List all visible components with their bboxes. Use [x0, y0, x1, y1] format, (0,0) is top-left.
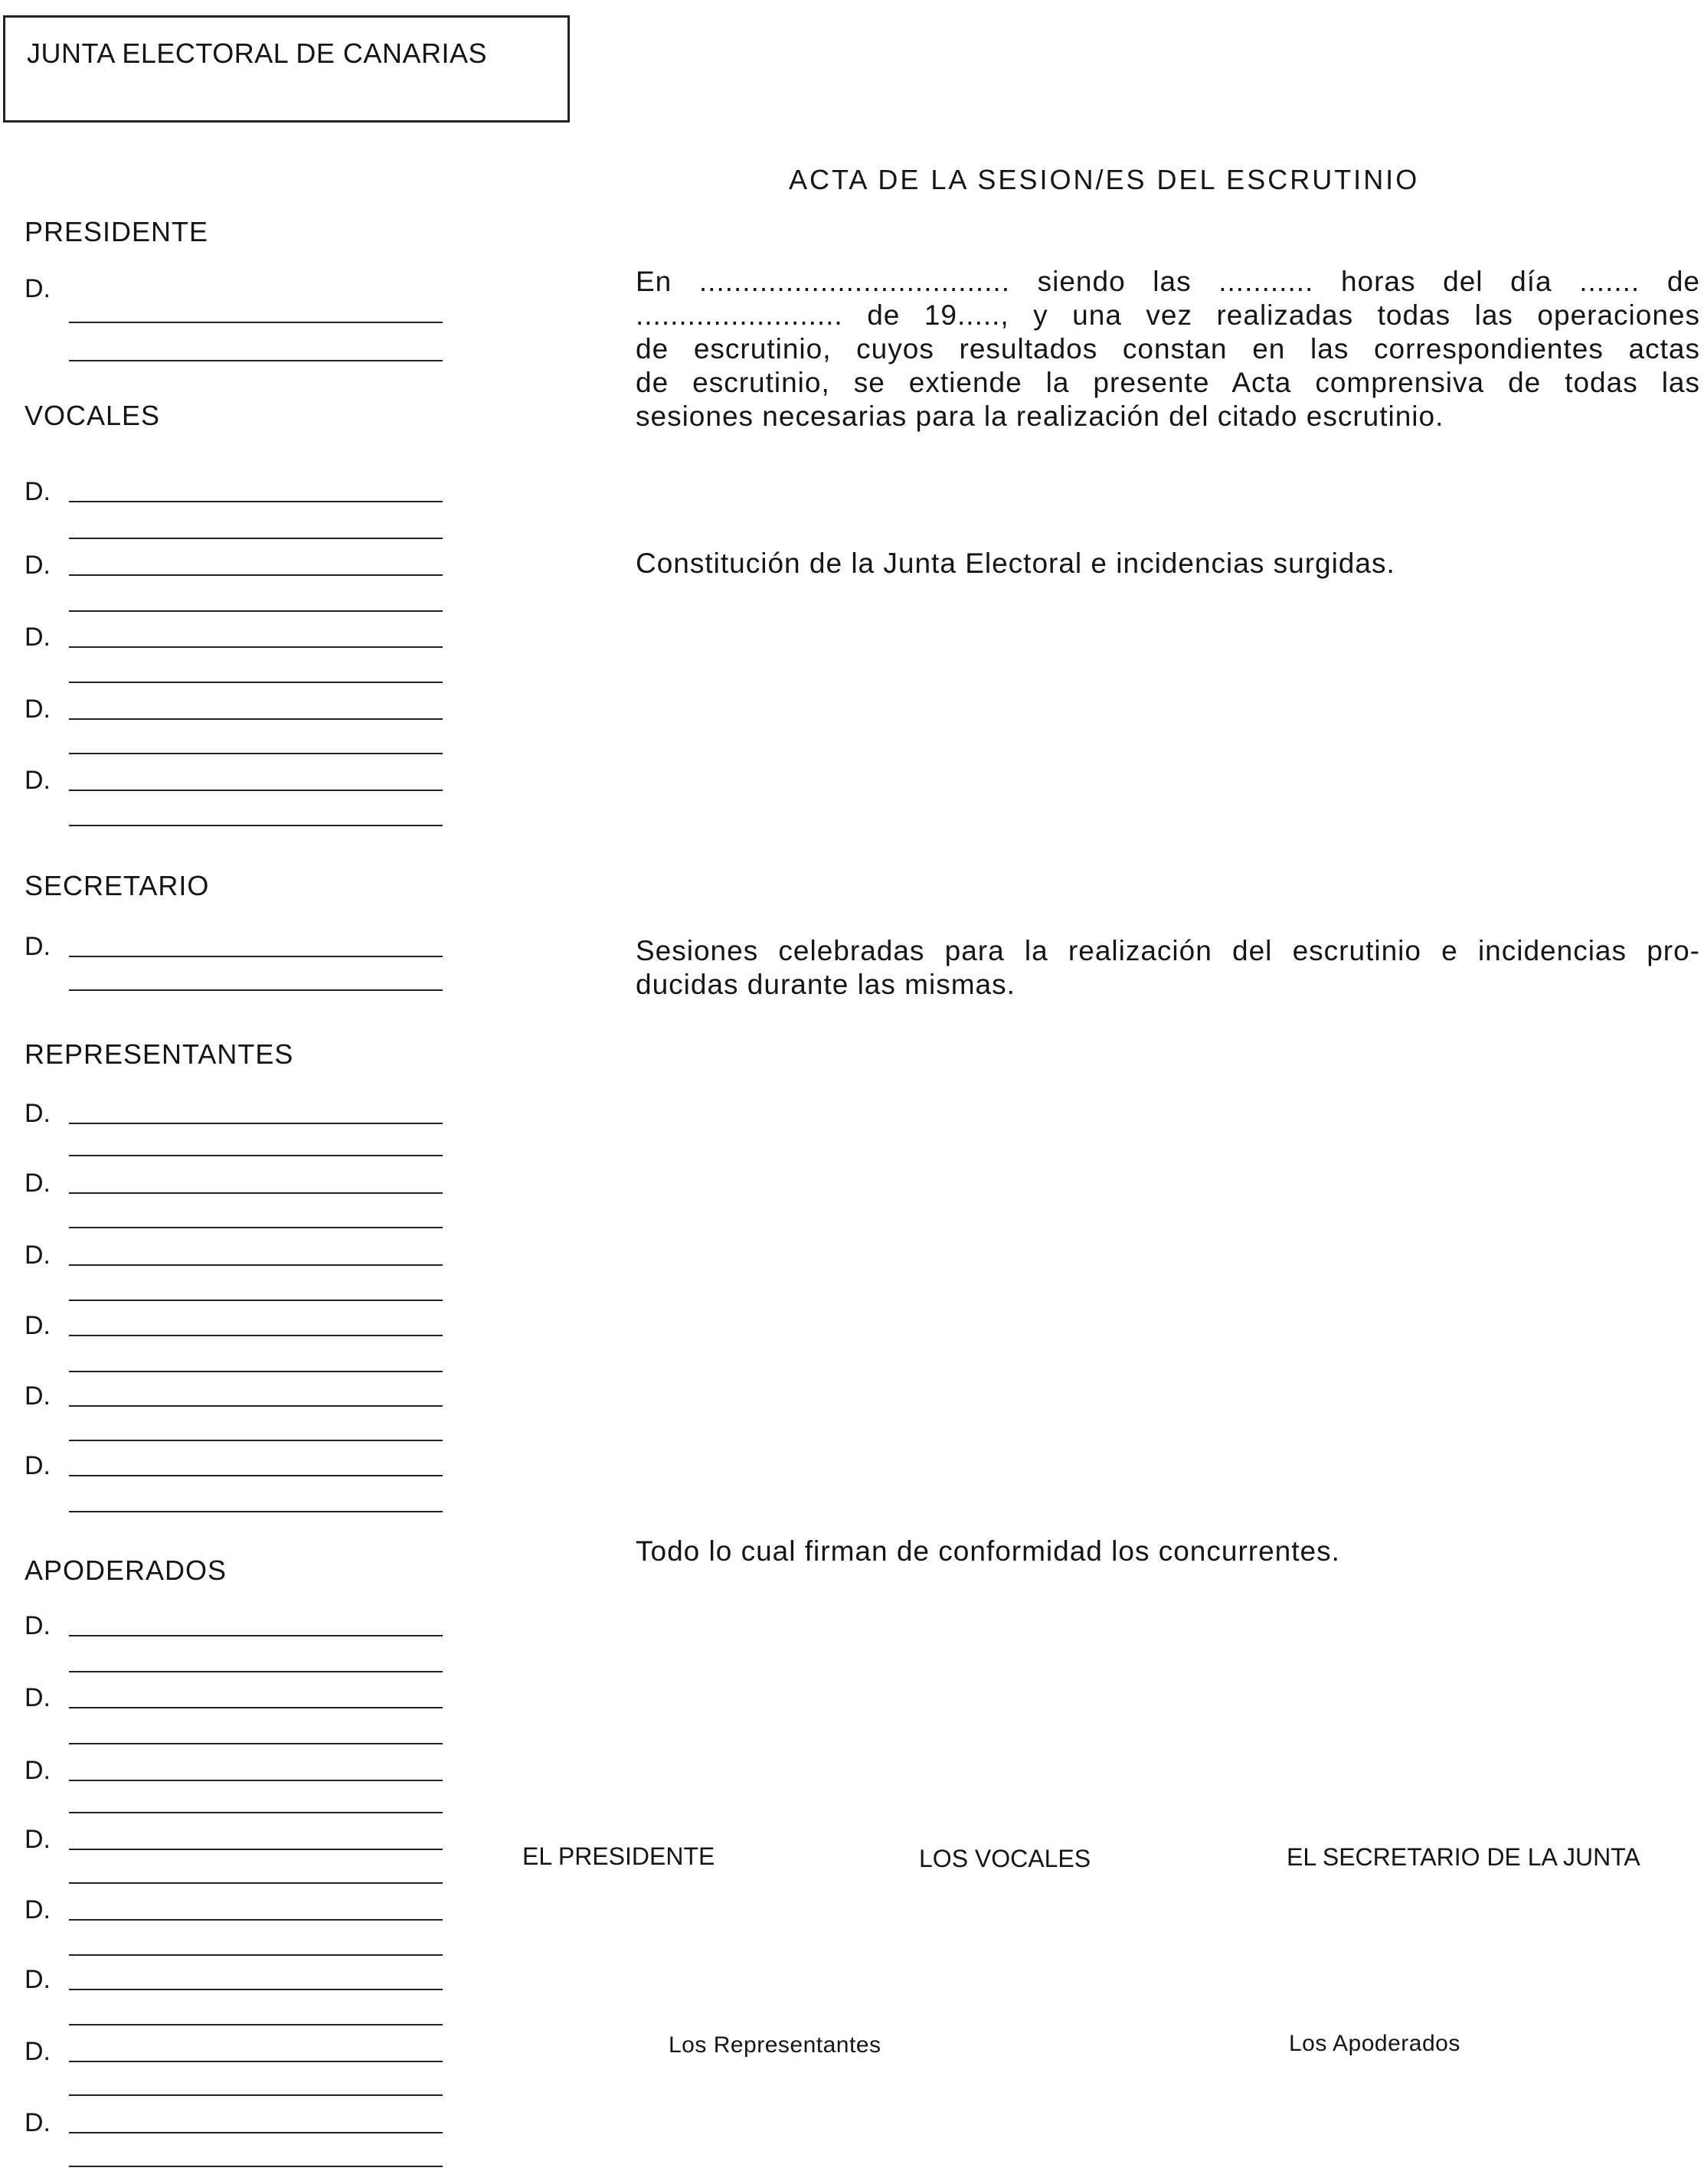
d-label: D.	[25, 477, 51, 506]
sesiones-paragraph	[636, 934, 1700, 1002]
d-label: D.	[25, 623, 51, 652]
junta-title: JUNTA ELECTORAL DE CANARIAS	[27, 38, 487, 69]
name-line[interactable]	[69, 2061, 443, 2062]
d-label: D.	[25, 1756, 51, 1785]
name-line[interactable]	[69, 753, 443, 754]
d-label: D.	[25, 1895, 51, 1924]
d-label: D.	[25, 1381, 51, 1411]
d-label: D.	[25, 932, 51, 961]
intro-line: ........................ de 19....., y una vez realizadas todas las operaciones	[636, 299, 1700, 331]
name-line[interactable]	[69, 1405, 443, 1407]
name-line[interactable]	[69, 1812, 443, 1813]
name-line[interactable]	[69, 1780, 443, 1781]
section-title-vocales: VOCALES	[25, 400, 161, 431]
participants-column	[0, 0, 475, 2184]
signature-vocales: LOS VOCALES	[919, 1845, 1091, 1872]
name-line[interactable]	[69, 538, 443, 539]
name-line[interactable]	[69, 1192, 443, 1194]
intro-line: sesiones necesarias para la realización del citado escrutinio.	[636, 401, 1444, 432]
name-line[interactable]	[69, 1671, 443, 1672]
d-label: D.	[25, 551, 51, 580]
name-line[interactable]	[69, 574, 443, 576]
name-line[interactable]	[69, 1264, 443, 1266]
document-title: ACTA DE LA SESION/ES DEL ESCRUTINIO	[789, 164, 1420, 195]
d-label: D.	[25, 766, 51, 795]
name-line[interactable]	[69, 1954, 443, 1956]
name-line[interactable]	[69, 1849, 443, 1850]
name-line[interactable]	[69, 1371, 443, 1372]
name-line[interactable]	[69, 1511, 443, 1512]
name-line[interactable]	[69, 2094, 443, 2096]
name-line[interactable]	[69, 989, 443, 991]
name-line[interactable]	[69, 718, 443, 720]
name-line[interactable]	[69, 1882, 443, 1884]
name-line[interactable]	[69, 2024, 443, 2025]
intro-paragraph	[636, 265, 1700, 433]
d-label: D.	[25, 1825, 51, 1854]
name-line[interactable]	[69, 1440, 443, 1441]
d-label: D.	[25, 1311, 51, 1340]
d-label: D.	[25, 1451, 51, 1480]
name-line[interactable]	[69, 1989, 443, 1990]
sesiones-line: ducidas durante las mismas.	[636, 969, 1016, 1000]
name-line[interactable]	[69, 610, 443, 612]
name-line[interactable]	[69, 1227, 443, 1228]
name-line[interactable]	[69, 1919, 443, 1921]
d-label: D.	[25, 1241, 51, 1270]
name-line[interactable]	[69, 1300, 443, 1301]
name-line[interactable]	[69, 646, 443, 648]
name-line[interactable]	[69, 2166, 443, 2167]
d-label: D.	[25, 1611, 51, 1640]
constitucion-heading: Constitución de la Junta Electoral e incidencias surgidas.	[636, 548, 1395, 579]
name-line[interactable]	[69, 956, 443, 957]
signature-presidente: EL PRESIDENTE	[522, 1842, 715, 1870]
name-line[interactable]	[69, 360, 443, 361]
name-line[interactable]	[69, 2132, 443, 2133]
name-line[interactable]	[69, 1743, 443, 1744]
cierre-text: Todo lo cual firman de conformidad los concurrentes.	[636, 1535, 1340, 1567]
section-title-presidente: PRESIDENTE	[25, 216, 209, 247]
name-line[interactable]	[69, 1635, 443, 1636]
name-line[interactable]	[69, 1335, 443, 1336]
d-label: D.	[25, 2108, 51, 2137]
d-label: D.	[25, 1169, 51, 1198]
intro-line: En .................................... siendo las ........... horas del día ....... de	[636, 266, 1700, 297]
section-title-secretario: SECRETARIO	[25, 870, 210, 901]
d-label: D.	[25, 2037, 51, 2066]
name-line[interactable]	[69, 1155, 443, 1156]
intro-line: de escrutinio, cuyos resultados constan en las correspondientes actas	[636, 333, 1700, 365]
name-line[interactable]	[69, 322, 443, 323]
section-title-apoderados: APODERADOS	[25, 1555, 227, 1586]
signature-representantes: Los Representantes	[669, 2032, 881, 2058]
d-label: D.	[25, 695, 51, 724]
d-label: D.	[25, 1099, 51, 1128]
name-line[interactable]	[69, 501, 443, 502]
name-line[interactable]	[69, 1123, 443, 1124]
name-line[interactable]	[69, 790, 443, 791]
d-label: D.	[25, 1683, 51, 1712]
signature-secretario: EL SECRETARIO DE LA JUNTA	[1287, 1843, 1640, 1871]
section-title-representantes: REPRESENTANTES	[25, 1038, 294, 1070]
d-label: D.	[25, 274, 51, 303]
name-line[interactable]	[69, 825, 443, 826]
name-line[interactable]	[69, 1475, 443, 1476]
signature-apoderados: Los Apoderados	[1289, 2031, 1460, 2056]
sesiones-line: Sesiones celebradas para la realización del escrutinio e incidencias pro-	[636, 935, 1700, 966]
name-line[interactable]	[69, 1707, 443, 1708]
name-line[interactable]	[69, 682, 443, 683]
d-label: D.	[25, 1965, 51, 1994]
intro-line: de escrutinio, se extiende la presente Acta comprensiva de todas las	[636, 367, 1700, 398]
